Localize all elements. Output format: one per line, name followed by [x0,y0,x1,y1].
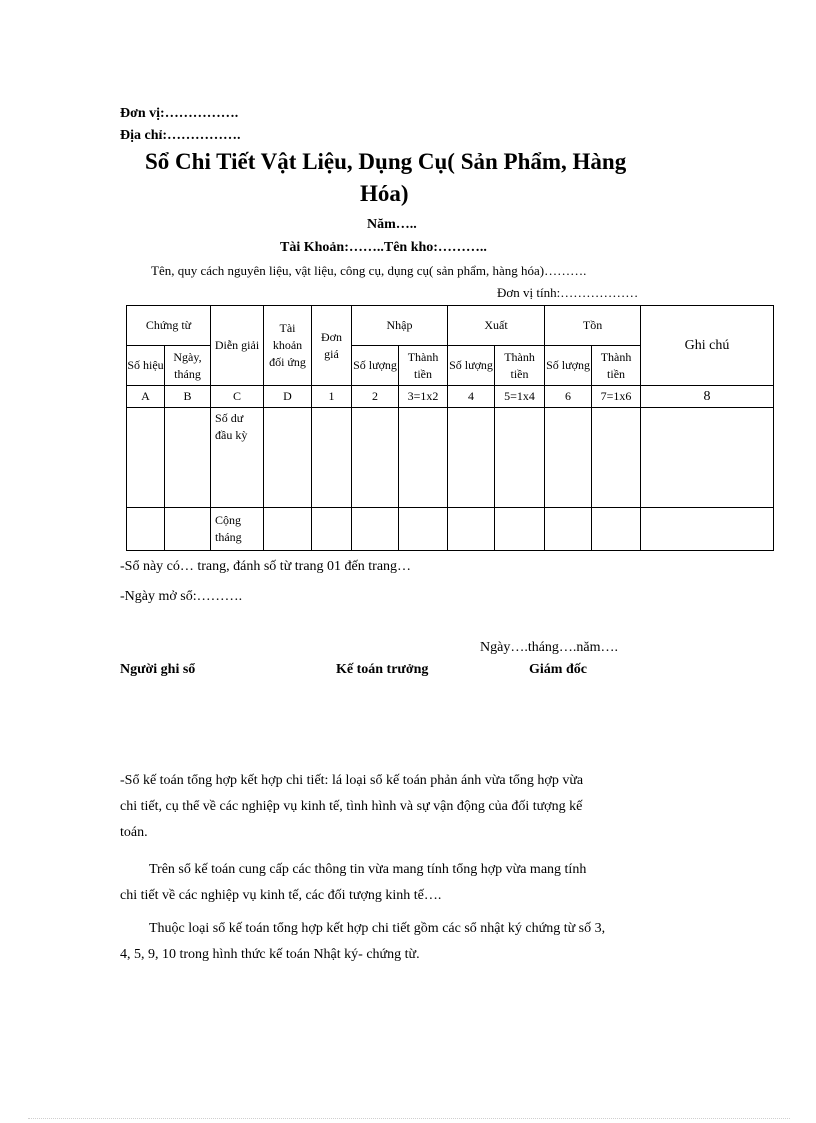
nam-label: Năm….. [367,217,417,232]
header-don-gia: Đơn giá [312,306,352,386]
body-paragraph-3 [120,916,673,968]
tai-khoan-label: Tài Khoản:……..Tên kho:……….. [280,240,487,255]
code-cell: B [165,386,211,408]
document-title-line1: Sổ Chi Tiết Vật Liệu, Dụng Cụ( Sản Phẩm, Hàng [145,149,627,174]
paragraph-line: Trên sổ kế toán cung cấp các thông tin vừa mang tính tổng hợp vừa mang tính [149,862,587,877]
note-ngay-mo-so: -Ngày mở sổ:………. [120,589,243,604]
paragraph-line: chi tiết, cụ thể về các nghiệp vụ kinh tế, tình hình và sự vận động của đối tượng kế [120,799,583,814]
cell-so-du-dau-ky: Số dư đầu kỳ [211,408,264,508]
header-nhap-thanh-tien: Thành tiền [399,346,448,386]
code-cell: 8 [641,386,774,408]
paragraph-line: -Sổ kế toán tổng hợp kết hợp chi tiết: lá loại sổ kế toán phản ánh vừa tổng hợp vừa [120,773,584,788]
header-xuat: Xuất [448,306,545,346]
header-so-hieu: Số hiệu [127,346,165,386]
header-nhap-so-luong: Số lượng [352,346,399,386]
header-ghi-chu: Ghi chú [641,306,774,386]
header-ngay-thang: Ngày, tháng [165,346,211,386]
signature-date-line: Ngày….tháng….năm…. [480,640,619,655]
don-vi-tinh-label: Đơn vị tính:……………… [497,285,639,300]
code-cell: 6 [545,386,592,408]
signature-ke-toan-truong: Kế toán trưởng [336,662,429,677]
don-vi-label: Đơn vị:……………. [120,106,239,121]
code-cell: 1 [312,386,352,408]
table-header-row-1 [127,306,774,346]
paragraph-line: Thuộc loại sổ kế toán tổng hợp kết hợp chi tiết gồm các sổ nhật ký chứng từ số 3, [149,921,606,936]
header-tai-khoan-doi-ung: Tài khoản đối ứng [264,306,312,386]
ledger-table [126,305,774,551]
header-ton: Tồn [545,306,641,346]
code-cell: 5=1x4 [495,386,545,408]
page-bottom-rule [28,1118,790,1119]
dia-chi-label: Địa chỉ:……………. [120,128,241,143]
header-ton-so-luong: Số lượng [545,346,592,386]
code-cell: 4 [448,386,495,408]
signature-giam-doc: Giám đốc [529,662,587,677]
ten-quy-cach-label: Tên, quy cách nguyên liệu, vật liệu, công cụ, dụng cụ( sản phẩm, hàng hóa)………. [151,263,587,278]
body-paragraph-2 [120,857,673,909]
header-dien-giai: Diễn giải [211,306,264,386]
table-row-so-du-dau-ky [127,408,774,508]
signature-nguoi-ghi-so: Người ghi sổ [120,662,196,677]
paragraph-line: chi tiết về các nghiệp vụ kinh tế, các đối tượng kinh tế…. [120,888,442,903]
table-code-row [127,386,774,408]
code-cell: 2 [352,386,399,408]
note-so-trang: -Sổ này có… trang, đánh số từ trang 01 đến trang… [120,559,412,574]
header-xuat-so-luong: Số lượng [448,346,495,386]
header-chung-tu: Chứng từ [127,306,211,346]
body-paragraph-1 [120,768,673,846]
paragraph-line: toán. [120,825,148,840]
code-cell: C [211,386,264,408]
code-cell: D [264,386,312,408]
header-ton-thanh-tien: Thành tiền [592,346,641,386]
header-xuat-thanh-tien: Thành tiền [495,346,545,386]
cell-cong-thang: Cộng tháng [211,508,264,551]
paragraph-line: 4, 5, 9, 10 trong hình thức kế toán Nhật ký- chứng từ. [120,947,420,962]
code-cell: A [127,386,165,408]
table-row-cong-thang [127,508,774,551]
code-cell: 7=1x6 [592,386,641,408]
document-title-line2: Hóa) [360,181,409,206]
header-nhap: Nhập [352,306,448,346]
code-cell: 3=1x2 [399,386,448,408]
